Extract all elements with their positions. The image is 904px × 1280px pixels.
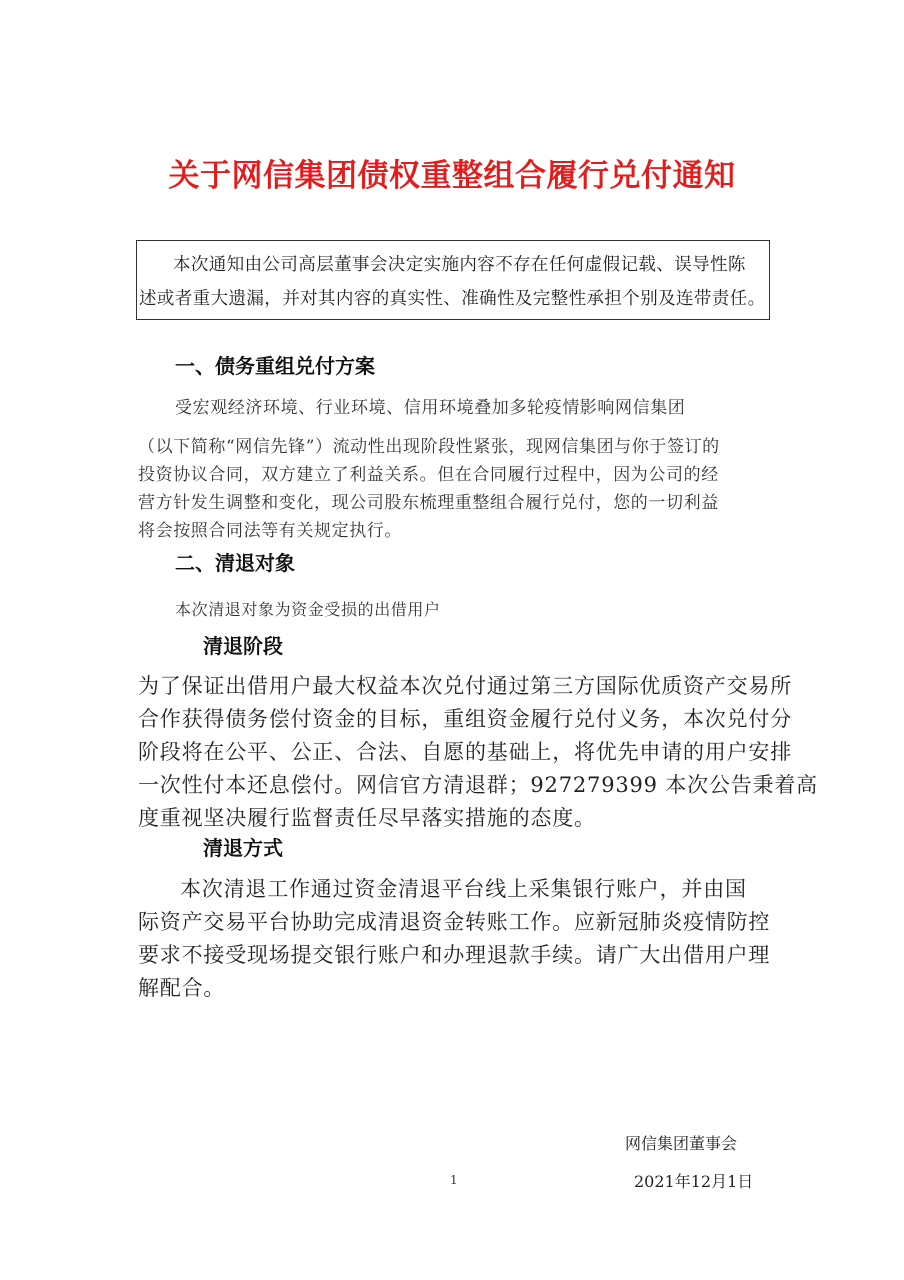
signature: 网信集团董事会: [625, 1134, 738, 1153]
section3-line-4: 一次性付本还息偿付。网信官方清退群；927279399 本次公告秉着高: [138, 773, 818, 797]
section3-line-2: 合作获得债务偿付资金的目标，重组资金履行兑付义务，本次兑付分: [138, 707, 792, 731]
section1-line-5: 将会按照合同法等有关规定执行。: [138, 521, 402, 541]
section4-line-2: 际资产交易平台协助完成清退资金转账工作。应新冠肺炎疫情防控: [138, 910, 771, 934]
section2-heading: 二、清退对象: [175, 551, 295, 575]
document-title: 关于网信集团债权重整组合履行兑付通知: [168, 158, 736, 194]
section1-line-2: （以下简称“网信先锋”）流动性出现阶段性紧张，现网信集团与你于签订的: [138, 437, 720, 457]
section1-heading: 一、债务重组兑付方案: [175, 354, 375, 378]
disclaimer-line-2: 述或者重大遗漏，并对其内容的真实性、准确性及完整性承担个别及连带责任。: [139, 289, 766, 309]
section3-heading: 清退阶段: [203, 634, 283, 658]
section4-line-1: 本次清退工作通过资金清退平台线上采集银行账户，并由国: [180, 877, 747, 901]
section4-line-4: 解配合。: [138, 976, 226, 1000]
section3-line-1: 为了保证出借用户最大权益本次兑付通过第三方国际优质资产交易所: [138, 674, 792, 698]
section1-line-4: 营方针发生调整和变化，现公司股东梳理重整组合履行兑付，您的一切利益: [138, 493, 719, 513]
disclaimer-line-1: 本次通知由公司高层董事会决定实施内容不存在任何虚假记载、误导性陈: [173, 255, 746, 275]
section3-line-5: 度重视坚决履行监督责任尽早落实措施的态度。: [138, 806, 596, 830]
section1-line-1: 受宏观经济环境、行业环境、信用环境叠加多轮疫情影响网信集团: [175, 398, 686, 418]
section4-line-3: 要求不接受现场提交银行账户和办理退款手续。请广大出借用户理: [138, 943, 771, 967]
page-number: 1: [450, 1173, 458, 1187]
section2-text: 本次清退对象为资金受损的出借用户: [175, 600, 441, 619]
section3-line-3: 阶段将在公平、公正、合法、自愿的基础上，将优先申请的用户安排: [138, 740, 792, 764]
section1-line-3: 投资协议合同，双方建立了利益关系。但在合同履行过程中，因为公司的经: [138, 465, 719, 485]
date: 2021年12月1日: [634, 1172, 754, 1191]
section4-heading: 清退方式: [203, 836, 283, 860]
disclaimer-box: [136, 240, 770, 320]
